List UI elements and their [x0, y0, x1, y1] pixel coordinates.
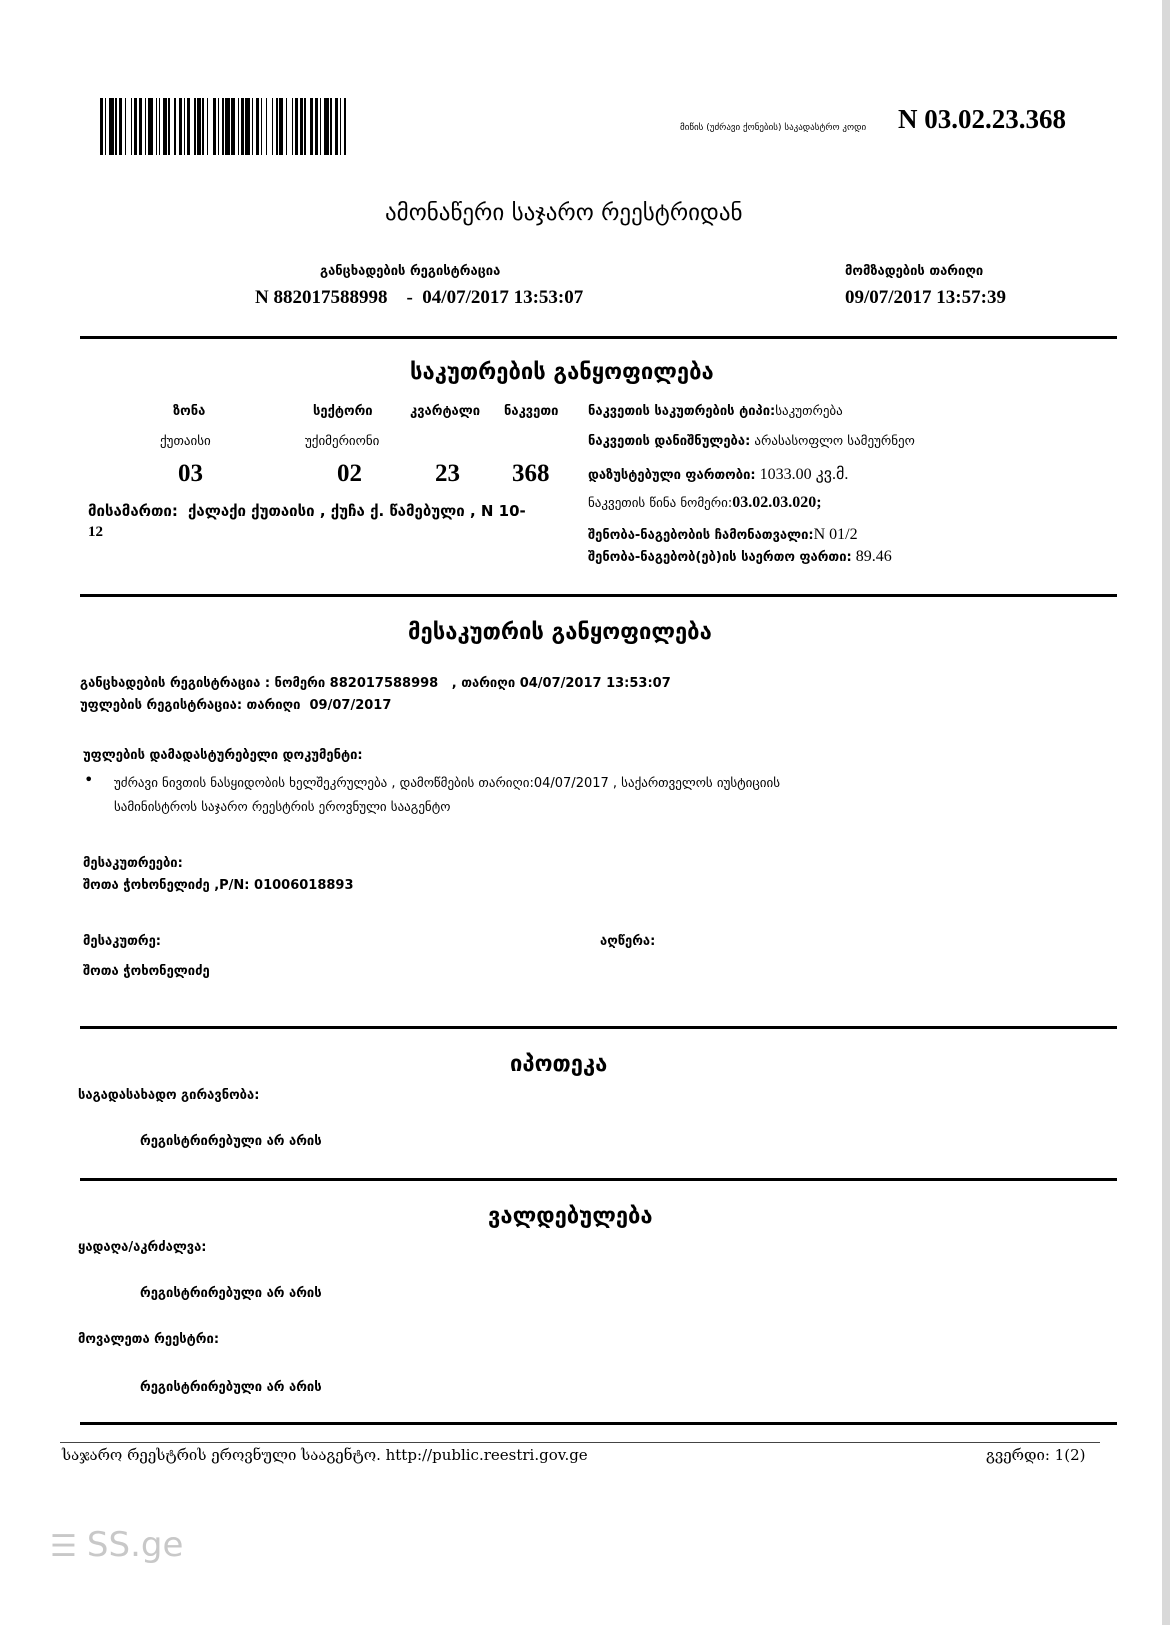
tax-lien-value: რეგისტრირებული არ არის — [140, 1134, 322, 1149]
sector-code: 02 — [337, 460, 362, 487]
owner-value: შოთა ჭოხონელიძე — [83, 964, 210, 979]
debtors-label: მოვალეთა რეესტრი: — [78, 1332, 220, 1347]
description-label: აღწერა: — [600, 934, 656, 949]
document-line-1: უძრავი ნივთის ნასყიდობის ხელშეკრულება , დამოწმების თარიღი:04/07/2017 , საქართველოს იუსტიციის — [114, 776, 781, 791]
section-divider — [80, 1026, 1117, 1029]
document-title: ამონაწერი საჯარო რეესტრიდან — [385, 200, 743, 226]
sector-name: უქიმერიონი — [305, 434, 380, 449]
parcel-label: ნაკვეთი — [504, 404, 559, 419]
owner-label: მესაკუთრე: — [83, 934, 161, 949]
cadastral-code: N 03.02.23.368 — [898, 104, 1066, 134]
sector-label: სექტორი — [313, 404, 373, 419]
debtors-value: რეგისტრირებული არ არის — [140, 1380, 322, 1395]
zone-name: ქუთაისი — [160, 434, 211, 449]
owner-application-line: განცხადების რეგისტრაცია : ნომერი 882017588998 , თარიღი 04/07/2017 13:53:07 — [80, 676, 671, 691]
owner-section-title: მესაკუთრის განყოფილება — [408, 620, 712, 645]
detail-buildings-list: შენობა-ნაგებობის ჩამონათვალი:N 01/2 — [588, 526, 858, 543]
footer-divider — [60, 1442, 1100, 1443]
bullet-icon: • — [84, 770, 94, 789]
preparation-date-value: 09/07/2017 13:57:39 — [845, 287, 1006, 308]
zone-code: 03 — [178, 460, 203, 487]
document-label: უფლების დამადასტურებელი დოკუმენტი: — [83, 748, 363, 763]
quarter-code: 23 — [435, 460, 460, 487]
cadastral-code-label: მიწის (უძრავი ქონების) საკადასტრო კოდი — [680, 123, 867, 133]
detail-buildings-area: შენობა-ნაგებობ(ებ)ის საერთო ფართი: 89.46 — [588, 548, 892, 565]
application-registration-label: განცხადების რეგისტრაცია — [320, 264, 501, 279]
quarter-label: კვარტალი — [410, 404, 481, 419]
owners-label: მესაკუთრეები: — [83, 856, 183, 871]
footer-agency-text: საჯარო რეესტრის ეროვნული სააგენტო. http://public.reestri.gov.ge — [62, 1446, 588, 1464]
mortgage-section-title: იპოთეკა — [510, 1052, 608, 1077]
section-divider — [80, 336, 1117, 339]
zone-label: ზონა — [173, 404, 206, 419]
obligation-section-title: ვალდებულება — [488, 1204, 653, 1229]
parcel-code: 368 — [512, 460, 550, 487]
address-value: ქალაქი ქუთაისი , ქუჩა ქ. წამებული , N 10- — [188, 502, 526, 520]
section-divider — [80, 1178, 1117, 1181]
preparation-date-label: მომზადების თარიღი — [845, 264, 984, 279]
page-number: გვერდი: 1(2) — [986, 1446, 1086, 1464]
section-divider — [80, 594, 1117, 597]
barcode — [100, 98, 483, 155]
barcode-bar — [346, 98, 351, 155]
detail-ownership-type: ნაკვეთის საკუთრების ტიპი:საკუთრება — [588, 404, 843, 419]
property-section-title: საკუთრების განყოფილება — [410, 360, 714, 385]
watermark: ☰ SS.ge — [50, 1525, 184, 1565]
document-line-2: სამინისტროს საჯარო რეესტრის ეროვნული სააგენტო — [114, 800, 451, 815]
address-value-cont: 12 — [88, 524, 103, 540]
tax-lien-label: საგადასახადო გირავნობა: — [78, 1088, 260, 1103]
address-label: მისამართი: — [88, 502, 178, 520]
seizure-value: რეგისტრირებული არ არის — [140, 1286, 322, 1301]
section-divider — [80, 1422, 1117, 1425]
detail-previous-number: ნაკვეთის წინა ნომერი:03.02.03.020; — [588, 494, 822, 511]
detail-area: დაზუსტებული ფართობი: 1033.00 კვ.მ. — [588, 466, 849, 483]
rights-registration-line: უფლების რეგისტრაცია: თარიღი 09/07/2017 — [80, 698, 392, 713]
owners-value: შოთა ჭოხონელიძე ,P/N: 01006018893 — [83, 878, 354, 893]
detail-purpose: ნაკვეთის დანიშნულება: არასასოფლო სამეურნეო — [588, 434, 915, 449]
menu-lines-icon: ☰ — [50, 1529, 77, 1564]
application-registration-value: N 882017588998 - 04/07/2017 13:53:07 — [255, 287, 584, 308]
seizure-label: ყადაღა/აკრძალვა: — [78, 1240, 207, 1255]
